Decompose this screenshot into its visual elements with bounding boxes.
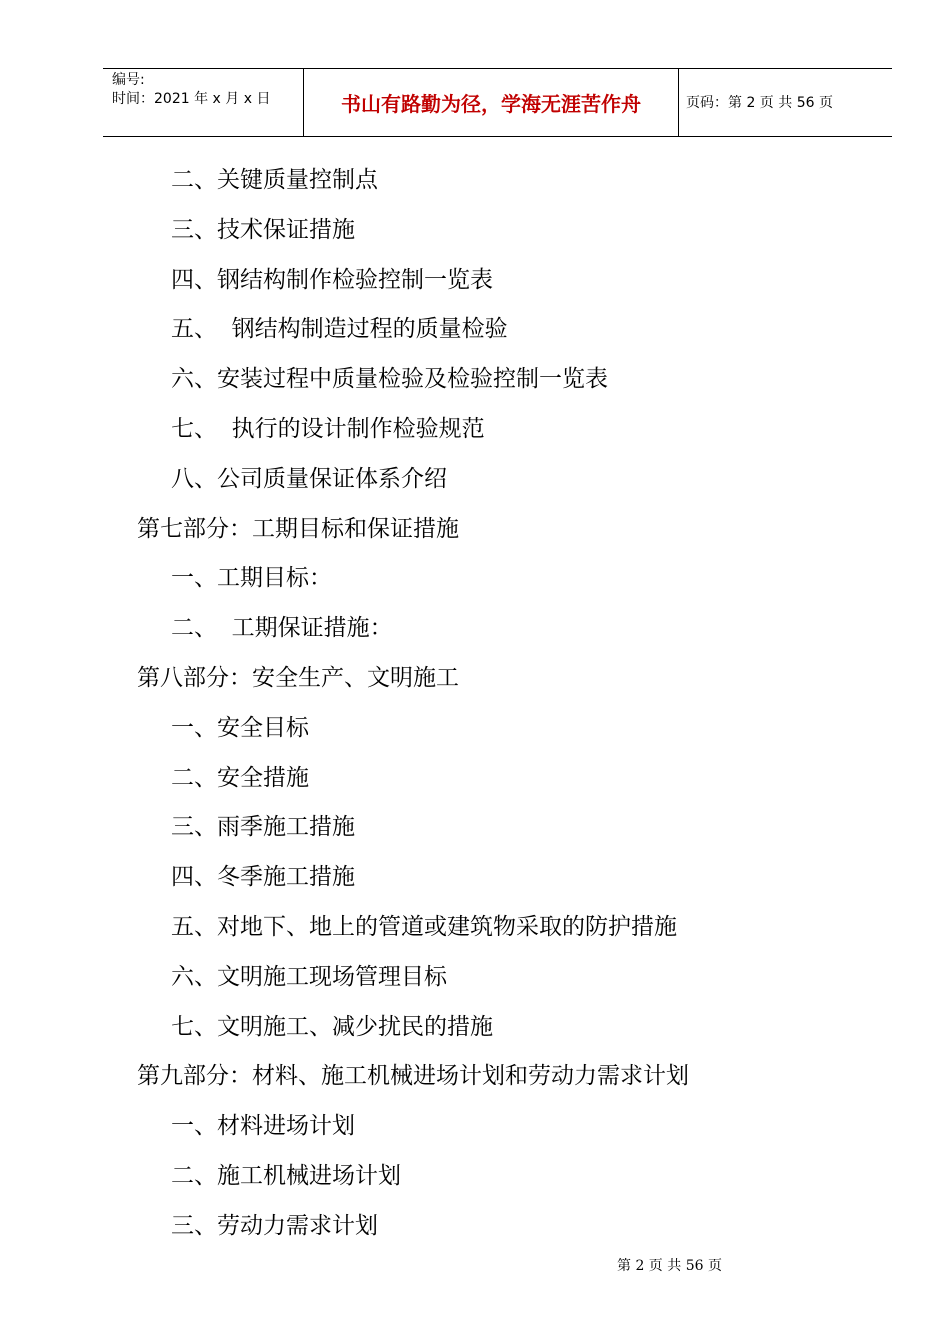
header-page-info: 页码：第 2 页 共 56 页	[686, 95, 833, 111]
toc-part-heading: 第九部分：材料、施工机械进场计划和劳动力需求计划	[137, 1063, 689, 1089]
toc-part-heading: 第七部分：工期目标和保证措施	[137, 516, 459, 542]
page-header	[103, 68, 892, 137]
toc-item: 七、 执行的设计制作检验规范	[171, 416, 485, 442]
toc-item: 二、 工期保证措施：	[171, 615, 393, 641]
toc-item: 一、材料进场计划	[171, 1113, 355, 1139]
toc-item: 四、冬季施工措施	[171, 864, 355, 890]
toc-item: 一、工期目标：	[171, 565, 332, 591]
toc-item: 三、技术保证措施	[171, 217, 355, 243]
toc-item: 三、雨季施工措施	[171, 814, 355, 840]
toc-item: 四、钢结构制作检验控制一览表	[171, 267, 493, 293]
header-motto-cell	[303, 69, 679, 136]
toc-part-heading: 第八部分：安全生产、文明施工	[137, 665, 459, 691]
page-footer: 第 2 页 共 56 页	[617, 1258, 722, 1274]
toc-item: 六、文明施工现场管理目标	[171, 964, 447, 990]
document-date: 时间：2021 年 x 月 x 日	[112, 91, 271, 107]
toc-item: 三、劳动力需求计划	[171, 1213, 378, 1239]
toc-item: 二、施工机械进场计划	[171, 1163, 401, 1189]
toc-item: 六、安装过程中质量检验及检验控制一览表	[171, 366, 608, 392]
toc-item: 二、关键质量控制点	[171, 167, 378, 193]
toc-item: 七、文明施工、减少扰民的措施	[171, 1014, 493, 1040]
toc-item: 五、 钢结构制造过程的质量检验	[171, 316, 508, 342]
document-number-label: 编号:	[112, 72, 145, 88]
toc-item: 八、公司质量保证体系介绍	[171, 466, 447, 492]
header-meta-cell	[103, 69, 303, 136]
toc-item: 五、对地下、地上的管道或建筑物采取的防护措施	[171, 914, 677, 940]
toc-item: 二、安全措施	[171, 765, 309, 791]
header-page-cell	[678, 69, 892, 136]
toc-item: 一、安全目标	[171, 715, 309, 741]
header-motto: 书山有路勤为径，学海无涯苦作舟	[341, 92, 641, 116]
